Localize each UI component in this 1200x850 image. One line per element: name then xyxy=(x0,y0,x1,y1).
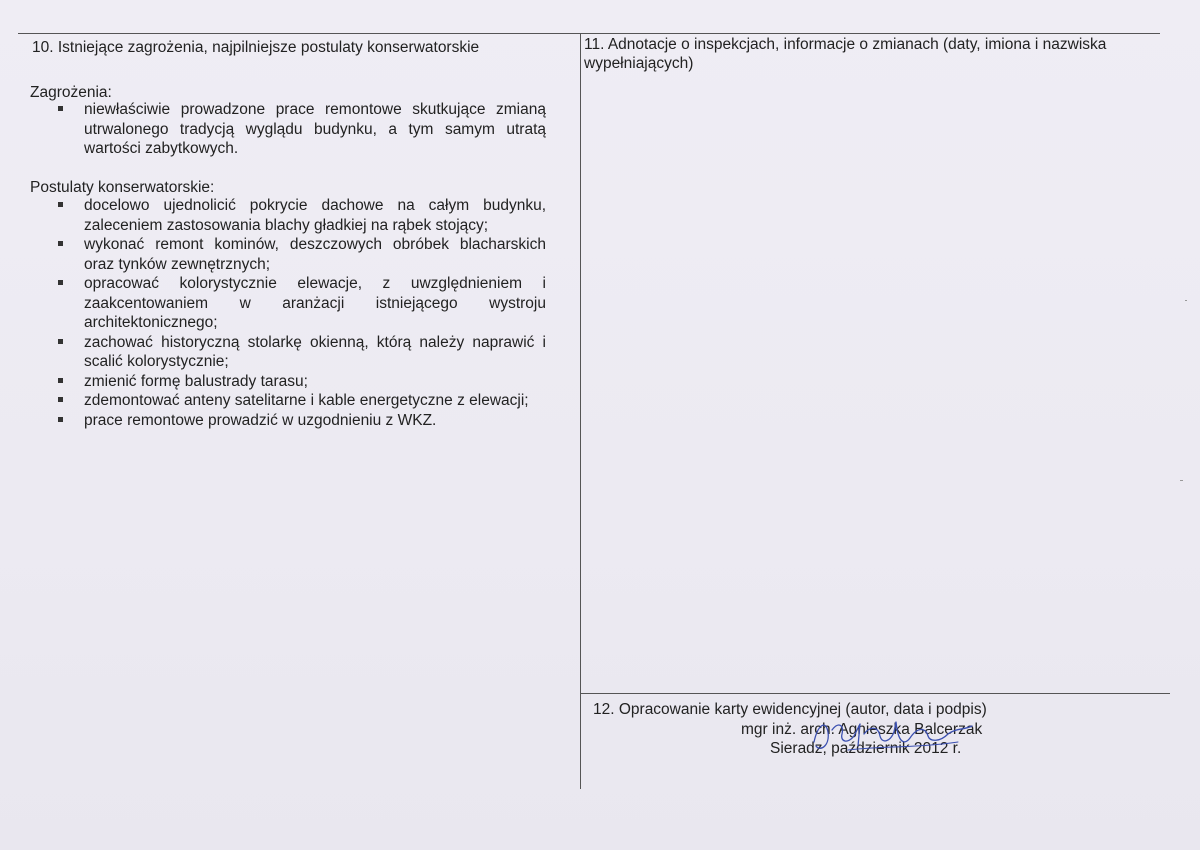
postulate-text: wykonać remont kominów, deszczowych obróbek blacharskich oraz tynków zewnętrznych; xyxy=(84,236,546,273)
scan-mark xyxy=(1180,480,1183,481)
list-item xyxy=(58,235,546,274)
bullet-icon xyxy=(58,202,63,207)
postulate-text: prace remontowe prowadzić w uzgodnieniu z WKZ. xyxy=(84,411,437,429)
section12-title: 12. Opracowanie karty ewidencyjnej (autor, data i podpis) xyxy=(593,701,987,718)
list-item xyxy=(58,411,546,431)
list-item xyxy=(58,372,546,392)
bullet-icon xyxy=(58,241,63,246)
postulates-heading: Postulaty konserwatorskie: xyxy=(30,179,215,196)
postulate-text: zdemontować anteny satelitarne i kable energetyczne z elewacji; xyxy=(84,392,529,409)
list-item xyxy=(58,100,546,159)
list-item xyxy=(58,274,546,333)
section12-divider xyxy=(581,693,1170,694)
handwritten-signature xyxy=(808,712,978,760)
top-divider xyxy=(18,33,1160,34)
threats-list xyxy=(58,100,546,159)
column-divider xyxy=(580,33,581,789)
postulates-list xyxy=(58,196,546,430)
section11-title: 11. Adnotacje o inspekcjach, informacje o zmianach (daty, imiona i nazwiska wypełniających) xyxy=(584,36,1107,72)
threats-heading: Zagrożenia: xyxy=(30,84,112,101)
list-item xyxy=(58,391,546,411)
bullet-icon xyxy=(58,397,63,402)
bullet-icon xyxy=(58,106,63,111)
postulate-text: opracować kolorystycznie elewacje, z uwzględnieniem i zaakcentowaniem w aranżacji istniejącego wystroju architektonicznego; xyxy=(84,275,546,331)
section10-title: 10. Istniejące zagrożenia, najpilniejsze postulaty konserwatorskie xyxy=(32,39,480,56)
postulate-text: docelowo ujednolicić pokrycie dachowe na całym budynku, zaleceniem zastosowania blachy gładkiej na rąbek stojący; xyxy=(84,197,546,234)
list-item xyxy=(58,196,546,235)
postulate-text: zmienić formę balustrady tarasu; xyxy=(84,372,308,390)
bullet-icon xyxy=(58,417,63,422)
place-date: Sieradz, październik 2012 r. xyxy=(770,740,962,757)
scan-mark xyxy=(1185,300,1187,301)
bullet-icon xyxy=(58,280,63,285)
threat-text: niewłaściwie prowadzone prace remontowe skutkujące zmianą utrwalonego tradycją wyglądu budynku, a tym samym utratą wartości zabytkowych. xyxy=(84,101,546,157)
bullet-icon xyxy=(58,339,63,344)
postulate-text: zachować historyczną stolarkę okienną, którą należy naprawić i scalić kolorystycznie; xyxy=(84,333,546,370)
author-name: mgr inż. arch. Agnieszka Balcerzak xyxy=(741,721,983,738)
bullet-icon xyxy=(58,378,63,383)
list-item xyxy=(58,333,546,372)
